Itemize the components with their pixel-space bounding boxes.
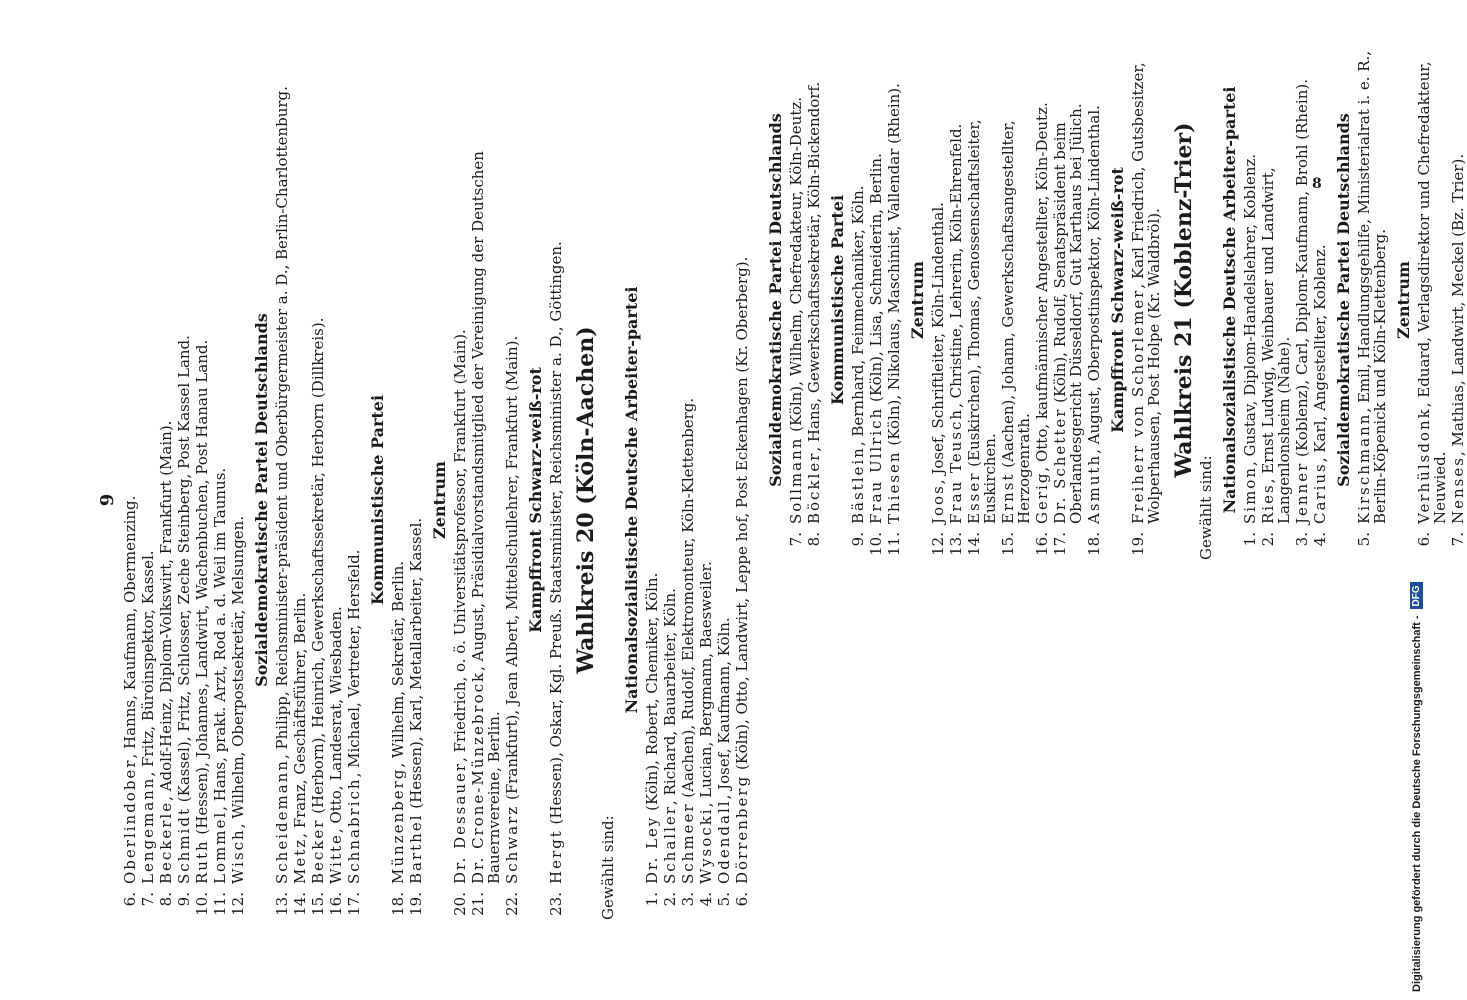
party-header-spd: Sozialdemokratische Partei Deutschlands [766,113,785,487]
entry-details: (Frankfurt), Jean Albert, Mittelschullehrer, Frankfurt (Main). [503,335,521,805]
list-item [850,40,866,560]
entry-details: , Friedrich, o. ö. Universitätsprofessor, Frankfurt (Main). [451,329,469,762]
entry-name: Joos [929,484,947,524]
list-item [948,40,964,560]
entry-details: (Herborn), Heinrich, Gewerkschaftssekretär, Herborn (Dillkreis). [309,317,327,819]
entry-details: (Hessen), Johannes, Landwirt, Wachenbuchen, Post Hanau Land. [193,339,211,840]
entry-number: 9. [175,892,193,907]
entry-number: 20. [451,892,469,916]
list-item [292,80,308,920]
entry-name: Barthel [407,813,425,884]
list-item [1312,40,1328,560]
entry-name: Schaller [661,805,679,884]
entry-number: 10. [193,892,211,916]
entry-number: 3. [1293,532,1311,547]
entry-name: Simon [1241,466,1259,524]
entry-name: Odendall [715,799,733,884]
entry-details: (Hessen), Karl, Metallarbeiter, Kassel. [407,517,425,814]
list-item [868,40,884,560]
entry-details: , Hans, Gewerkschaftssekretär, Köln-Bickendorf. [805,81,823,452]
list-item [1450,40,1466,560]
entry-number: 21. [469,892,487,916]
entry-number: 8. [805,532,823,547]
entry-number: 7. [1449,532,1467,547]
entry-number: 1. [643,892,661,907]
entry-details: (Koblenz), Carl, Diplom-Kaufmann, Brohl (Rhein). [1293,78,1311,462]
wahlkreis-heading: Wahlkreis 21 (Koblenz-Trier) [1171,122,1197,478]
entry-name: Gerig [1033,471,1051,524]
list-item [1086,40,1102,560]
entry-details: , August, Oberpostinspektor, Köln-Lindenthal. [1085,105,1103,454]
entry-number: 18. [1085,532,1103,556]
entry-number: 17. [345,892,363,916]
entry-details: , Otto, Landesrat, Wiesbaden. [327,606,345,834]
entry-number: 11. [211,892,229,916]
entry-details: , Karl, Angestellter, Koblenz. [1311,244,1329,463]
signature-mark: 8 [1312,176,1322,192]
list-item [788,40,804,560]
entry-number: 10. [867,532,885,556]
entry-name: Lengemann [139,776,157,884]
list-item [662,80,678,920]
party-header-kampffront: Kampffront Schwarz-weiß-rot [526,367,545,633]
entry-number: 6. [1415,532,1433,547]
entry-name: Oberlindober [121,758,139,884]
entry-details: , Gustav, Diplom-Handelslehrer, Koblenz. [1241,153,1259,466]
entry-number: 4. [1311,532,1329,547]
entry-details: , Fritz, Büroinspektor, Kassel. [139,550,157,777]
entry-name: Jenner [1293,461,1311,524]
list-item [470,80,502,920]
entry-name: Frau Ullrich [867,406,885,524]
entry-details: , Otto, kaufmännischer Angestellter, Köln-Deutz. [1033,102,1051,472]
wahlkreis-heading: Wahlkreis 20 (Köln-Aachen) [573,326,599,674]
page-number: 9 [97,493,118,507]
list-item [452,80,468,920]
entry-number: 22. [503,892,521,916]
list-item [966,40,998,560]
entry-number: 17. [1051,532,1069,556]
list-item [886,40,902,560]
entry-name: Schmidt [175,807,193,884]
entry-name: Asmuth [1085,453,1103,524]
party-header-kampffront: Kampffront Schwarz-weiß-rot [1108,167,1127,433]
entry-details: , Wilhelm, Oberpostsekretär, Melsungen. [229,515,247,829]
entry-name: Schwarz [503,804,521,884]
entry-details: , Eduard, Verlagsdirektor und Chefredakteur, Neuwied. [1415,61,1449,524]
right-page-rotated-content [760,40,1467,560]
entry-name: Schnabrich [345,777,363,884]
list-item [310,80,326,920]
list-item [1000,40,1032,560]
list-item [274,80,290,920]
entry-name: Münzenberg [389,767,407,884]
entries-c [930,40,1102,560]
entry-details: , Adolf-Heinz, Diplom-Volkswirt, Frankfurt (Main). [157,420,175,801]
entry-details: , Mathias, Landwirt, Meckel (Bz. Trier). [1449,153,1467,457]
entry-number: 14. [965,532,983,556]
entries-e [1242,40,1328,560]
entry-number: 12. [929,532,947,556]
list-item [346,80,362,920]
entries-e [548,80,564,920]
entries-f [644,80,750,920]
entry-number: 19. [407,892,425,916]
entry-details: (Köln), Otto, Landwirt, Leppe hof, Post Eckenhagen (Kr. Oberberg). [733,256,751,775]
party-header-zentrum: Zentrum [430,461,449,539]
entry-name: Dr. Schetter [1051,407,1069,524]
list-item [734,80,750,920]
entry-details: , August, Präsidialvorstandsmitglied der Vereinigung der Deutschen Bauernvereine, Berlin. [469,151,503,884]
entry-name: Frau Teusch [947,407,965,524]
entry-number: 11. [885,532,903,556]
entry-number: 2. [661,892,679,907]
entry-number: 13. [947,532,965,556]
entry-name: Sollmann [787,436,805,524]
gewaehlt-label: Gewählt sind: [1197,455,1215,560]
entry-name: Lommel [211,810,229,884]
list-item [806,40,822,560]
list-item [1294,40,1310,560]
entry-details: (Köln), Wilhelm, Chefredakteur, Köln-Deutz. [787,96,805,437]
entry-name: Bästlein [849,446,867,524]
entry-details: , Philipp, Reichsminister-präsident und Oberbürgermeister a. D., Berlin-Charlottenburg. [273,86,291,760]
entries-b [850,40,902,560]
entry-name: Ernst [999,472,1017,524]
entry-name: Metz [291,837,309,884]
entry-details: (Köln), Lisa, Schneiderin, Berlin. [867,153,885,407]
entry-number: 7. [787,532,805,547]
list-item [1242,40,1258,560]
entry-number: 12. [229,892,247,916]
entry-name: Böckler [805,451,823,524]
entries-b [274,80,362,920]
entry-name: Dr. Ley [643,815,661,884]
entry-name: Nenses [1449,456,1467,524]
list-item [680,80,696,920]
dfg-logo: DFG [1410,582,1423,609]
entry-number: 13. [273,892,291,916]
list-item [158,80,174,920]
digitization-credit [1410,12,1436,992]
entry-details: , Richard, Bauarbeiter, Köln. [661,588,679,806]
list-item [328,80,344,920]
entry-details: (Hessen), Oskar, Kgl. Preuß. Staatsminister, Reichsminister a. D., Göttingen. [547,241,565,830]
entry-details: , Michael, Vertreter, Hersfeld. [345,549,363,778]
entry-number: 5. [1355,532,1373,547]
list-item [548,80,564,920]
entry-number: 9. [849,532,867,547]
gewaehlt-label: Gewählt sind: [599,815,617,920]
party-header-spd: Sozialdemokratische Partei Deutschlands [252,313,271,687]
entry-details: (Aachen), Johann, Gewerkschaftsangestellter, Herzogenrath. [999,120,1033,524]
entries-d [1130,40,1162,560]
entry-number: 1. [1241,532,1259,547]
entry-details: (Köln), Robert, Chemiker, Köln. [643,572,661,816]
list-item [930,40,946,560]
entry-name: Becker [309,818,327,884]
entry-name: Beckerle [157,800,175,884]
entry-details: (Euskirchen), Thomas, Genossenschaftsleiter, Euskirchen. [965,119,999,524]
left-page-rotated-content [97,80,751,920]
entry-number: 3. [679,892,697,907]
entry-number: 8. [157,892,175,907]
party-header-nsdap: Nationalsozialistische Deutsche Arbeiter-partei [1220,86,1239,514]
entries-f [1356,40,1388,560]
party-header-kpd: Kommunistische Partei [828,194,847,406]
list-item [698,80,714,920]
entry-number: 15. [309,892,327,916]
entry-number: 2. [1259,532,1277,547]
entry-details: , Christine, Lehrerin, Köln-Ehrenfeld. [947,123,965,408]
list-item [716,80,732,920]
entry-details: , Hanns, Kaufmann, Obermenzing. [121,495,139,759]
entry-name: Esser [965,471,983,524]
entry-details: , Josef, Schriftleiter, Köln-Lindenthal. [929,202,947,485]
entry-name: Carius [1311,462,1329,524]
entry-name: Freiherr von Schorlemer [1129,288,1147,524]
left-page [97,0,751,1000]
entry-details: (Köln), Nikolaus, Maschinist, Vallendar (Rhein). [885,83,903,451]
entries-d [452,80,520,920]
list-item [230,80,246,920]
list-item [408,80,424,920]
entry-details: (Aachen), Rudolf, Elektromonteur, Köln-Klettenberg. [679,397,697,803]
entry-name: Kirschmann [1355,412,1373,524]
entry-details: , Lucian, Bergmann, Baesweiler. [697,561,715,808]
entry-number: 7. [139,892,157,907]
entry-details: (Kassel), Fritz, Schlosser, Zeche Steinberg, Post Kassel Land. [175,335,193,807]
party-header-zentrum: Zentrum [908,261,927,339]
list-item [390,80,406,920]
list-item [644,80,660,920]
list-item [1356,40,1388,560]
entry-number: 6. [121,892,139,907]
entry-name: Hergt [547,829,565,884]
entry-number: 6. [733,892,751,907]
entry-name: Ries [1259,483,1277,524]
entry-number: 15. [999,532,1017,556]
list-item [194,80,210,920]
entries-c [390,80,424,920]
entry-number: 18. [389,892,407,916]
party-header-zentrum-2: Zentrum [1394,261,1413,339]
entry-name: Thiesen [885,450,903,524]
list-item [176,80,192,920]
entry-details: , Emil, Handlungsgehilfe, Ministerialrat i. e. R., Berlin-Köpenick und Köln-Klettenberg. [1355,50,1389,524]
credit-text: Digitalisierung gefördert durch die Deutsche Forschungsgemeinschaft - [1410,615,1423,992]
entry-details: (Köln), Rudolf, Senatspräsident beim Oberlandesgericht Düsseldorf, Gut Karthaus bei Jülich. [1051,103,1085,524]
entries-a [788,40,822,560]
entry-name: Schmeer [679,802,697,884]
entry-name: Ruth [193,839,211,884]
entry-number: 19. [1129,532,1147,556]
entry-number: 14. [291,892,309,916]
list-item [1052,40,1084,560]
entry-number: 16. [1033,532,1051,556]
entries-a [122,80,246,920]
entry-number: 16. [327,892,345,916]
entry-name: Scheidemann [273,759,291,884]
list-item [212,80,228,920]
list-item [122,80,138,920]
entry-details: , Hans, prakt. Arzt, Rod a. d. Weil im Taunus. [211,467,229,811]
entry-name: Wisch [229,828,247,884]
entry-name: Wysocki [697,807,715,884]
party-header-spd-2: Sozialdemokratische Partei Deutschlands [1334,113,1353,487]
entry-details: , Josef, Kaufmann, Köln. [715,617,733,800]
party-header-kpd: Kommunistische Partei [368,394,387,606]
entry-name: Dörrenberg [733,774,751,884]
list-item [140,80,156,920]
entry-details: , Bernhard, Feinmechaniker, Köln. [849,185,867,447]
entry-name: Verhülsdonk [1415,407,1433,524]
entry-name: Witte [327,833,345,884]
entry-number: 4. [697,892,715,907]
entry-number: 23. [547,892,565,916]
entry-name: Dr. Crone-Münzebrock [469,670,487,884]
entry-details: , Wilhelm, Sekretär, Berlin. [389,560,407,768]
list-item [1260,40,1292,560]
entry-details: , Karl Friedrich, Gutsbesitzer, Wolperhausen, Post Holpe (Kr. Waldbröl). [1129,62,1163,524]
party-header-nsdap: Nationalsozialistische Deutsche Arbeiter-partei [622,286,641,714]
entry-details: , Ernst Ludwig, Weinbauer und Landwirt, Langenlonsheim (Nahe). [1259,167,1293,524]
entry-details: , Franz, Geschäftsführer, Berlin. [291,592,309,838]
entry-number: 5. [715,892,733,907]
entry-name: Dr. Dessauer [451,761,469,884]
list-item [1130,40,1162,560]
list-item [1034,40,1050,560]
list-item [504,80,520,920]
